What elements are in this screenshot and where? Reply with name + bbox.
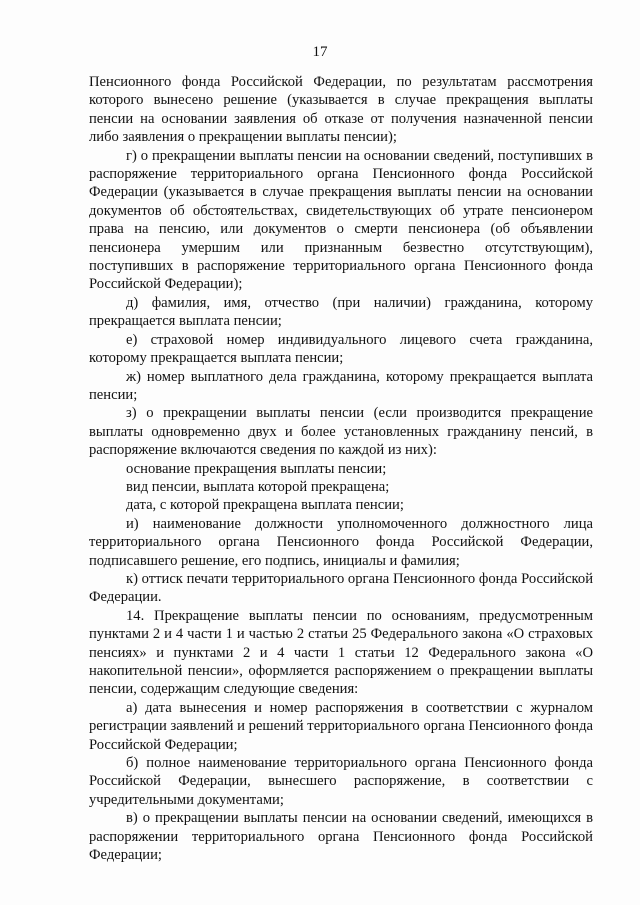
sub-item-basis: основание прекращения выплаты пенсии;: [126, 460, 387, 477]
paragraph-continuation: Пенсионного фонда Российской Федерации, по результатам рассмотрения которого вынесено решение (указывается в случае прекращения выплаты пенсии на основании заявления об отказе от получения назначенной пенсии либо заявления о прекращении выплаты пенсии);: [89, 74, 593, 146]
paragraph-item-z: з) о прекращении выплаты пенсии (если производится прекращение выплаты одновременно двух и более установленных гражданину пенсий, в распоряжение включаются сведения по каждой из них):: [89, 405, 593, 459]
paragraph-item-v: в) о прекращении выплаты пенсии на основании сведений, имеющихся в распоряжении территориального органа Пенсионного фонда Российской Федерации;: [89, 810, 593, 864]
paragraph-item-g: г) о прекращении выплаты пенсии на основании сведений, поступивших в распоряжение территориального органа Пенсионного фонда Российской Федерации (указывается в случае прекращения выплаты пенсии на основании документов об обстоятельствах, свидетельствующих об утрате пенсионером права на пенсию, или документов о смерти пенсионера (об объявлении пенсионера умершим или признанным безвестно отсутствующим), поступивших в распоряжение территориального органа Пенсионного фонда Российской Федерации);: [89, 147, 593, 293]
document-body: [89, 73, 593, 864]
sub-item-pension-type: вид пенсии, выплата которой прекращена;: [126, 478, 390, 495]
paragraph-item-d: д) фамилия, имя, отчество (при наличии) гражданина, которому прекращается выплата пенсии;: [89, 294, 593, 330]
paragraph-item-i: и) наименование должности уполномоченного должностного лица территориального органа Пенсионного фонда Российской Федерации, подписавшего решение, его подпись, инициалы и фамилия;: [89, 515, 593, 569]
paragraph-item-zh: ж) номер выплатного дела гражданина, которому прекращается выплата пенсии;: [89, 368, 593, 403]
sub-item-date: дата, с которой прекращена выплата пенсии;: [126, 497, 404, 514]
paragraph-item-a: а) дата вынесения и номер распоряжения в соответствии с журналом регистрации заявлений и решений территориального органа Пенсионного фонда Российской Федерации;: [89, 699, 593, 753]
paragraph-section-14: 14. Прекращение выплаты пенсии по основаниям, предусмотренным пунктами 2 и 4 части 1 и частью 2 статьи 25 Федерального закона «О страховых пенсиях» и пунктами 2 и 4 части 1 статьи 12 Федерального закона «О накопительной пенсии», оформляется распоряжением о прекращении выплаты пенсии, содержащим следующие сведения:: [89, 607, 593, 698]
paragraph-item-e: е) страховой номер индивидуального лицевого счета гражданина, которому прекращается выплата пенсии;: [89, 331, 593, 367]
paragraph-item-b: б) полное наименование территориального органа Пенсионного фонда Российской Федерации, вынесшего распоряжение, в соответствии с учредительными документами;: [89, 755, 593, 808]
page-number: 17: [312, 44, 328, 60]
paragraph-item-k: к) оттиск печати территориального органа Пенсионного фонда Российской Федерации.: [89, 570, 593, 606]
